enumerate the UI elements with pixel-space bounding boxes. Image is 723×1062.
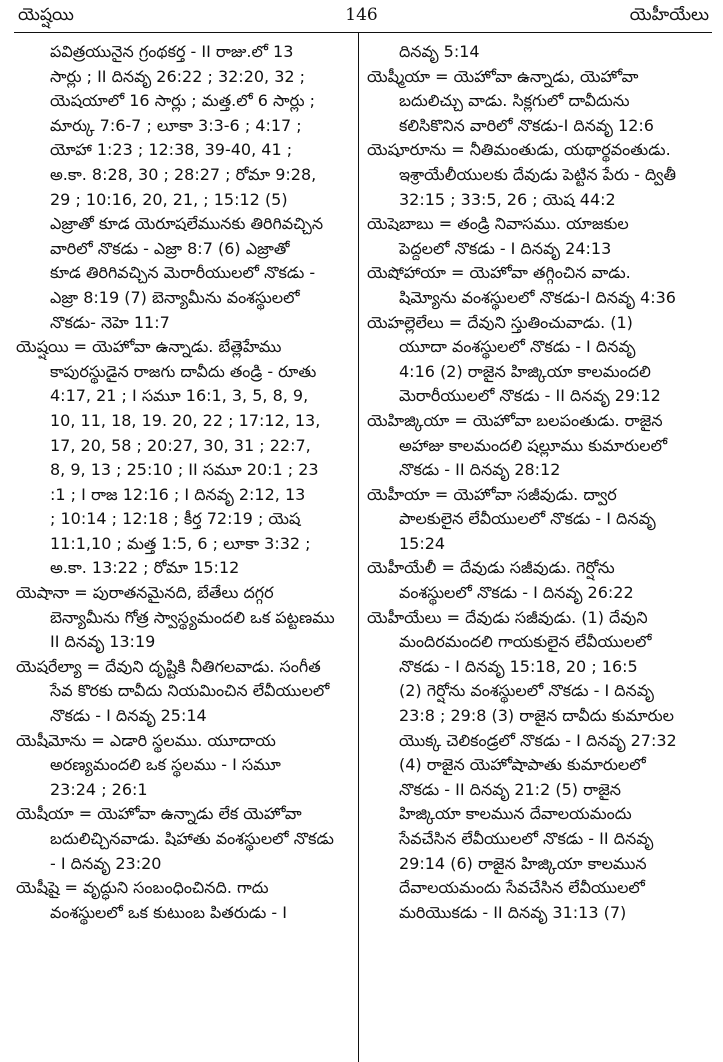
- entry-line: యోహా 1:23 ; 12:38, 39-40, 41 ;: [50, 140, 293, 160]
- header-rule: [14, 32, 712, 33]
- entry-headword-line: యెషీయా = యెహోవా ఉన్నాడు లేక యెహోవా: [16, 804, 302, 824]
- entry-headword-line: యెషరేల్యా = దేవుని దృష్టికి నీతిగలవాడు. సంగీత: [16, 656, 321, 676]
- entry-line: 8, 9, 13 ; 25:10 ; II సమూ 20:1 ; 23: [50, 460, 319, 480]
- entry-line: వంశస్థులలో నొకడు - I దినవృ 26:22: [399, 583, 634, 603]
- entry-line: షిమ్యోను వంశస్థులలో నొకడు-I దినవృ 4:36: [399, 287, 676, 307]
- entry-line: :1 ; I రాజ 12:16 ; I దినవృ 2:12, 13: [50, 484, 306, 504]
- entry-line: 15:24: [399, 533, 446, 553]
- entry-line: మరియొకడు - II దినవృ 31:13 (7): [399, 902, 627, 922]
- right-column: [367, 40, 707, 925]
- entry-line: నొకడు - II దినవృ 28:12: [399, 460, 561, 480]
- entry-headword-line: యెష్మీయా = యెహోవా ఉన్నాడు, యెహోవా: [367, 66, 639, 86]
- entry-line: సేవ కొరకు దావీదు నియమించిన లేవీయులలో: [50, 681, 330, 701]
- entry-line: బెన్యామీను గోత్ర స్వాస్థ్యమందలి ఒక పట్టణము: [50, 607, 335, 627]
- entry-line: (4) రాజైన యెహోషాపాతు కుమారులలో: [399, 755, 646, 775]
- entry-line: వారిలో నొకడు - ఎజ్రా 8:7 (6) ఎజ్రాతో: [50, 238, 290, 258]
- entry-line: 23:24 ; 26:1: [50, 779, 148, 799]
- entry-line: 10, 11, 18, 19. 20, 22 ; 17:12, 13,: [50, 410, 321, 430]
- entry-headword-line: యెహీయా = యెహోవా సజీవుడు. ద్వార: [367, 484, 617, 504]
- entry-headword-line: యెహీయేలీ = దేవుడు సజీవుడు. గెర్షోను: [367, 558, 615, 578]
- entry-line: దినవృ 5:14: [399, 42, 480, 61]
- entry-line: యెషయాలో 16 సార్లు ; మత్త.లో 6 సార్లు ;: [50, 91, 316, 111]
- column-divider: [358, 33, 359, 1062]
- entry-line: 29:14 (6) రాజైన హిజ్కియా కాలమున: [399, 853, 647, 873]
- entry-line: పాలకులైన లేవీయులలో నొకడు - I దినవృ: [399, 509, 656, 529]
- entry-line: 32:15 ; 33:5, 26 ; యెష 44:2: [399, 189, 616, 209]
- entry-line: మార్కు 7:6-7 ; లూకా 3:3-6 ; 4:17 ;: [50, 115, 302, 135]
- entry-line: 23:8 ; 29:8 (3) రాజైన దావీదు కుమారుల: [399, 706, 675, 726]
- entry-line: సార్లు ; II దినవృ 26:22 ; 32:20, 32 ;: [50, 66, 306, 86]
- running-head-right: యెహీయేలు: [629, 5, 709, 25]
- page-number: 146: [345, 5, 378, 25]
- entry-line: నొకడు - I దినవృ 15:18, 20 ; 16:5: [399, 656, 638, 676]
- entry-line: ఎజ్రాతో కూడ యెరూషలేమునకు తిరిగివచ్చిన: [50, 214, 324, 234]
- entry-line: అహాజు కాలమందలి షల్లూము కుమారులలో: [399, 435, 668, 455]
- entry-headword-line: యెషోహాయా = యెహోవా తగ్గించిన వాడు.: [367, 263, 631, 283]
- entry-line: II దినవృ 13:19: [50, 632, 156, 652]
- entry-headword-line: యెషీమోను = ఎడారి స్థలము. యూదాయ: [16, 730, 276, 750]
- entry-line: యొక్క చెలికండ్రలో నొకడు - I దినవృ 27:32: [399, 730, 677, 750]
- entry-line: పెద్దలలో నొకడు - I దినవృ 24:13: [399, 238, 612, 258]
- entry-line: 4:16 (2) రాజైన హిజ్కియా కాలమందలి: [399, 361, 651, 381]
- entry-line: హిజ్కియా కాలమున దేవాలయమందు: [399, 804, 632, 824]
- entry-line: 4:17, 21 ; I సమూ 16:1, 3, 5, 8, 9,: [50, 386, 309, 406]
- entry-headword-line: యెహీయేలు = దేవుడు సజీవుడు. (1) దేవుని: [367, 607, 648, 627]
- entry-headword-line: యెహల్లెలేలు = దేవుని స్తుతించువాడు. (1): [367, 312, 633, 332]
- entry-line: నొకడు- నెహె 11:7: [50, 312, 170, 332]
- entry-line: 11:1,10 ; మత్త 1:5, 6 ; లూకా 3:32 ;: [50, 533, 311, 553]
- entry-line: (2) గెర్షోను వంశస్థులలో నొకడు - I దినవృ: [399, 681, 654, 701]
- page-header: [0, 0, 723, 34]
- entry-line: మందిరమందలి గాయకులైన లేవీయులలో: [399, 632, 652, 652]
- entry-line: ఇశ్రాయేలీయులకు దేవుడు పెట్టిన పేరు - ద్వితీ: [399, 164, 677, 184]
- entry-line: మెరారీయులలో నొకడు - II దినవృ 29:12: [399, 386, 661, 406]
- running-head-left: యెష్షయి: [18, 5, 74, 25]
- entry-line: ; 10:14 ; 12:18 ; కీర్త 72:19 ; యెష: [50, 509, 301, 529]
- entry-line: వంశస్థులలో ఒక కుటుంబ పితరుడు - I: [50, 902, 287, 922]
- entry-line: బదులిచ్చు వాడు. సిక్లగులో దావీదును: [399, 91, 630, 111]
- entry-headword-line: యెషీషై = వృద్ధుని సంబంధించినది. గాదు: [16, 878, 269, 898]
- entry-headword-line: యెషానా = పురాతనమైనది, బేతేలు దగ్గర: [16, 583, 274, 603]
- entry-line: దేవాలయమందు సేవచేసిన లేవీయులలో: [399, 878, 645, 898]
- entry-headword-line: యెషూరూను = నీతిమంతుడు, యథార్థవంతుడు.: [367, 140, 671, 160]
- entry-line: అ.కా. 8:28, 30 ; 28:27 ; రోమా 9:28,: [50, 164, 317, 184]
- entry-headword-line: యెహిజ్కియా = యెహోవా బలపంతుడు. రాజైన: [367, 410, 663, 430]
- left-column: [16, 40, 352, 925]
- entry-line: 17, 20, 58 ; 20:27, 30, 31 ; 22:7,: [50, 435, 311, 455]
- entry-line: నొకడు - I దినవృ 25:14: [50, 706, 207, 726]
- entry-line: పవిత్రయునైన గ్రంథకర్త - II రాజు.లో 13: [50, 42, 294, 61]
- entry-line: అరణ్యమందలి ఒక స్థలము - I సమూ: [50, 755, 281, 775]
- entry-line: సేవచేసిన లేవీయులలో నొకడు - II దినవృ: [399, 829, 654, 848]
- entry-line: కాపురస్థుడైన రాజగు దావీదు తండ్రి - రూతు: [50, 361, 317, 381]
- entry-line: యూదా వంశస్థులలో నొకడు - I దినవృ: [399, 337, 636, 357]
- entry-line: - I దినవృ 23:20: [50, 853, 162, 873]
- entry-headword-line: యెష్షయి = యెహోవా ఉన్నాడు. బేత్లెహేము: [16, 337, 282, 357]
- entry-line: నొకడు - II దినవృ 21:2 (5) రాజైన: [399, 779, 622, 799]
- entry-line: కూడ తిరిగివచ్చిన మెరారీయులలో నొకడు -: [50, 263, 316, 283]
- entry-line: అ.కా. 13:22 ; రోమా 15:12: [50, 558, 240, 578]
- entry-headword-line: యెషెబాబు = తండ్రి నివాసము. యాజకుల: [367, 214, 629, 234]
- entry-line: బదులిచ్చినవాడు. షిహాతు వంశస్థులలో నొకడు: [50, 829, 334, 848]
- entry-line: ఎజ్రా 8:19 (7) బెన్యామీను వంశస్థులలో: [50, 287, 300, 307]
- entry-line: 29 ; 10:16, 20, 21, ; 15:12 (5): [50, 189, 288, 209]
- entry-line: కలిసికొనిన వారిలో నొకడు-I దినవృ 12:6: [399, 115, 654, 135]
